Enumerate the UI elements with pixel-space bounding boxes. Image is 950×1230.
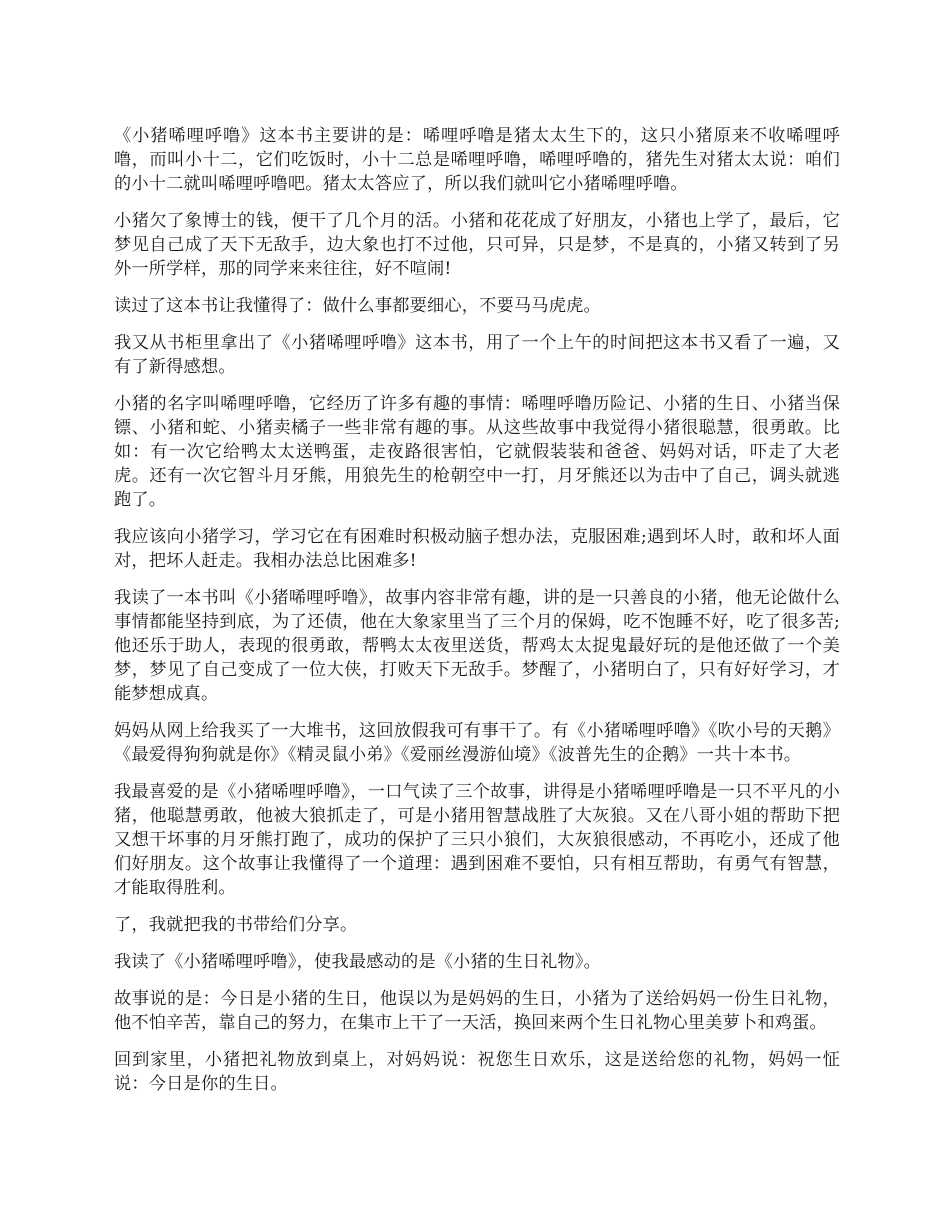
document-page	[114, 124, 840, 1109]
paragraph-5: 小猪的名字叫唏哩呼噜，它经历了许多有趣的事情：唏哩呼噜历险记、小猪的生日、小猪当保镖、小猪和蛇、小猪卖橘子一些非常有趣的事。从这些故事中我觉得小猪很聪慧，很勇敢。比如：有一次它给鸭太太送鸭蛋，走夜路很害怕，它就假装装和爸爸、妈妈对话，吓走了大老虎。还有一次它智斗月牙熊，用狼先生的枪朝空中一打，月牙熊还以为击中了自己，调头就逃跑了。	[114, 394, 840, 510]
paragraph-4: 我又从书柜里拿出了《小猪唏哩呼噜》这本书，用了一个上午的时间把这本书又看了一遍，又有了新得感想。	[114, 333, 840, 377]
paragraph-10: 了，我就把我的书带给们分享。	[114, 915, 358, 935]
paragraph-9: 我最喜爱的是《小猪唏哩呼噜》，一口气读了三个故事，讲得是小猪唏哩呼噜是一只不平凡的小猪，他聪慧勇敢，他被大狼抓走了，可是小猪用智慧战胜了大灰狼。又在八哥小姐的帮助下把又想干坏事的月牙熊打跑了，成功的保护了三只小狼们，大灰狼很感动，不再吃小，还成了他们好朋友。这个故事让我懂得了一个道理：遇到困难不要怕，只有相互帮助，有勇气有智慧，才能取得胜利。	[114, 782, 840, 898]
paragraph-7: 我读了一本书叫《小猪唏哩呼噜》，故事内容非常有趣，讲的是一只善良的小猪，他无论做什么事情都能坚持到底，为了还债，他在大象家里当了三个月的保姆，吃不饱睡不好，吃了很多苦;他还乐于助人，表现的很勇敢，帮鸭太太夜里送货，帮鸡太太捉鬼最好玩的是他还做了一个美梦，梦见了自己变成了一位大侠，打败天下无敌手。梦醒了，小猪明白了，只有好好学习，才能梦想成真。	[114, 588, 840, 704]
paragraph-8: 妈妈从网上给我买了一大堆书，这回放假我可有事干了。有《小猪唏哩呼噜》《吹小号的天鹅》《最爱得狗狗就是你》《精灵鼠小弟》《爱丽丝漫游仙境》《波普先生的企鹅》一共十本书。	[114, 721, 840, 765]
paragraph-12: 故事说的是：今日是小猪的生日，他误以为是妈妈的生日，小猪为了送给妈妈一份生日礼物，他不怕辛苦，靠自己的努力，在集市上干了一天活，换回来两个生日礼物心里美萝卜和鸡蛋。	[114, 989, 840, 1033]
paragraph-13: 回到家里，小猪把礼物放到桌上，对妈妈说：祝您生日欢乐，这是送给您的礼物，妈妈一怔说：今日是你的生日。	[114, 1050, 840, 1094]
paragraph-11: 我读了《小猪唏哩呼噜》，使我最感动的是《小猪的生日礼物》。	[114, 952, 602, 972]
paragraph-1: 《小猪唏哩呼噜》这本书主要讲的是：唏哩呼噜是猪太太生下的，这只小猪原来不收唏哩呼噜，而叫小十二，它们吃饭时，小十二总是唏哩呼噜，唏哩呼噜的，猪先生对猪太太说：咱们的小十二就叫唏哩呼噜吧。猪太太答应了，所以我们就叫它小猪唏哩呼噜。	[114, 126, 840, 194]
paragraph-3: 读过了这本书让我懂得了：做什么事都要细心，不要马马虎虎。	[114, 296, 601, 316]
paragraph-6: 我应该向小猪学习，学习它在有困难时积极动脑子想办法，克服困难;遇到坏人时，敢和坏人面对，把坏人赶走。我相办法总比困难多!	[114, 527, 840, 571]
paragraph-2: 小猪欠了象博士的钱，便干了几个月的活。小猪和花花成了好朋友，小猪也上学了，最后，它梦见自己成了天下无敌手，边大象也打不过他，只可异，只是梦，不是真的，小猪又转到了另外一所学样，那的同学来来往往，好不喧闹!	[114, 211, 840, 279]
